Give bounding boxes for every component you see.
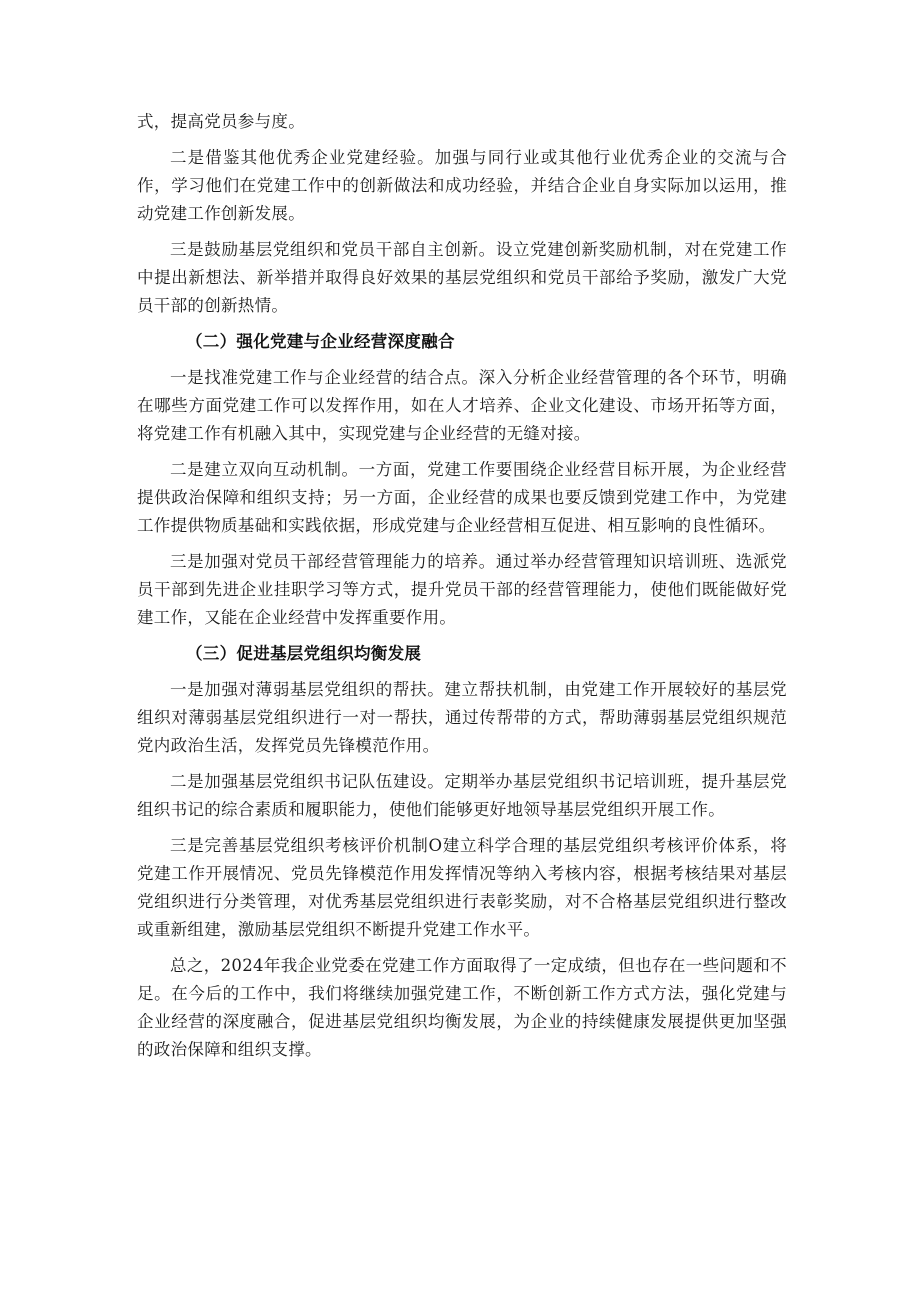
paragraph: 二是加强基层党组织书记队伍建设。定期举办基层党组织书记培训班，提升基层党组织书记的综合素质和履职能力，使他们能够更好地领导基层党组织开展工作。: [137, 772, 787, 819]
paragraph: 一是找准党建工作与企业经营的结合点。深入分析企业经营管理的各个环节，明确在哪些方面党建工作可以发挥作用，如在人才培养、企业文化建设、市场开拓等方面，将党建工作有机融入其中，实现党建与企业经营的无缝对接。: [137, 368, 787, 443]
paragraph: 二是建立双向互动机制。一方面，党建工作要围绕企业经营目标开展，为企业经营提供政治保障和组织支持；另一方面，企业经营的成果也要反馈到党建工作中，为党建工作提供物质基础和实践依据，形成党建与企业经营相互促进、相互影响的良性循环。: [137, 460, 787, 535]
paragraph: 三是完善基层党组织考核评价机制O建立科学合理的基层党组织考核评价体系，将党建工作开展情况、党员先锋模范作用发挥情况等纳入考核内容，根据考核结果对基层党组织进行分类管理，对优秀基层党组织进行表彰奖励，对不合格基层党组织进行整改或重新组建，激励基层党组织不断提升党建工作水平。: [137, 836, 787, 939]
document-body: [137, 108, 787, 1072]
paragraph: 三是加强对党员干部经营管理能力的培养。通过举办经营管理知识培训班、选派党员干部到先进企业挂职学习等方式，提升党员干部的经营管理能力，使他们既能做好党建工作，又能在企业经营中发挥重要作用。: [137, 552, 787, 627]
section-heading: （二）强化党建与企业经营深度融合: [186, 332, 455, 351]
paragraph: 一是加强对薄弱基层党组织的帮扶。建立帮扶机制，由党建工作开展较好的基层党组织对薄弱基层党组织进行一对一帮扶，通过传帮带的方式，帮助薄弱基层党组织规范党内政治生活，发挥党员先锋模范作用。: [137, 680, 787, 755]
section-heading: （三）促进基层党组织均衡发展: [186, 644, 422, 663]
paragraph-continued: 式，提高党员参与度。: [137, 112, 305, 131]
paragraph-conclusion: 总之，2024年我企业党委在党建工作方面取得了一定成绩，但也存在一些问题和不足。在今后的工作中，我们将继续加强党建工作，不断创新工作方式方法，强化党建与企业经营的深度融合，促进基层党组织均衡发展，为企业的持续健康发展提供更加坚强的政治保障和组织支撑。: [137, 956, 787, 1059]
paragraph: 二是借鉴其他优秀企业党建经验。加强与同行业或其他行业优秀企业的交流与合作，学习他们在党建工作中的创新做法和成功经验，并结合企业自身实际加以运用，推动党建工作创新发展。: [137, 148, 787, 223]
paragraph: 三是鼓励基层党组织和党员干部自主创新。设立党建创新奖励机制，对在党建工作中提出新想法、新举措并取得良好效果的基层党组织和党员干部给予奖励，激发广大党员干部的创新热情。: [137, 240, 787, 315]
